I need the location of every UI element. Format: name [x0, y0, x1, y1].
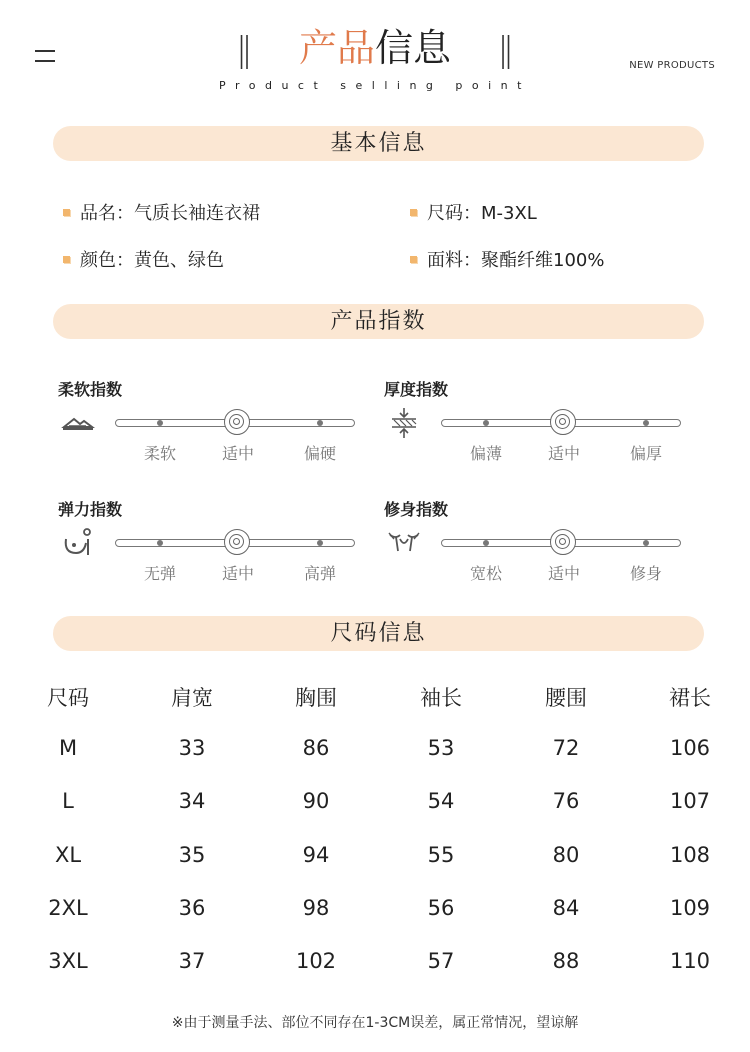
- index-slider-knob[interactable]: [550, 409, 576, 435]
- index-slider-stop: [157, 420, 163, 426]
- index-slider-stop: [317, 540, 323, 546]
- table-cell: 35: [178, 842, 206, 867]
- table-cell: M: [58, 736, 78, 760]
- table-cell: 54: [427, 789, 455, 814]
- info-value: 气质长袖连衣裙: [134, 203, 260, 224]
- index-slider-knob[interactable]: [550, 529, 576, 555]
- table-cell: 88: [552, 949, 580, 974]
- info-label: 面料: [427, 250, 463, 271]
- stretch-icon: [60, 525, 96, 561]
- index-option-label: 高弹: [303, 564, 336, 583]
- table-cell: L: [62, 789, 74, 814]
- table-header-cell: 袖长: [420, 686, 462, 710]
- shoe-icon: [60, 405, 96, 441]
- bullet-icon: [63, 209, 70, 216]
- index-slider-stop: [483, 540, 489, 546]
- index-slider-stop: [643, 420, 649, 426]
- table-cell: 109: [669, 895, 711, 920]
- index-title: 柔软指数: [58, 380, 123, 399]
- new-products-link[interactable]: NEW PRODUCTS: [629, 60, 715, 71]
- table-cell: 56: [427, 895, 455, 920]
- bullet-icon: [410, 209, 417, 216]
- table-cell: 84: [552, 895, 580, 920]
- table-cell: 110: [669, 949, 711, 974]
- index-slider-knob[interactable]: [224, 529, 250, 555]
- table-cell: 107: [669, 789, 711, 814]
- table-cell: 2XL: [48, 895, 88, 920]
- table-cell: 34: [178, 789, 206, 814]
- table-header-cell: 肩宽: [171, 686, 213, 710]
- table-cell: 37: [178, 949, 206, 974]
- table-cell: 102: [295, 949, 337, 974]
- index-title: 修身指数: [384, 500, 449, 519]
- index-slider-stop: [643, 540, 649, 546]
- index-slider-stop: [157, 540, 163, 546]
- index-option-label: 偏厚: [629, 444, 662, 463]
- title-bar-right: ‖: [497, 30, 515, 70]
- table-cell: 72: [552, 736, 580, 760]
- index-title: 弹力指数: [58, 500, 123, 519]
- table-header-cell: 腰围: [545, 686, 587, 710]
- table-cell: 86: [302, 736, 330, 760]
- bullet-icon: [63, 256, 70, 263]
- index-slider-knob[interactable]: [224, 409, 250, 435]
- title-rest-text: 信息: [375, 26, 452, 70]
- info-value: 黄色、绿色: [134, 250, 224, 271]
- section-basic-info: 基本信息: [53, 126, 704, 161]
- table-cell: 3XL: [48, 949, 88, 974]
- hanger-icon: [386, 525, 422, 561]
- index-slider-stop: [317, 420, 323, 426]
- index-option-label: 适中: [547, 444, 580, 463]
- bullet-icon: [410, 256, 417, 263]
- page-subtitle: Product selling point: [219, 79, 531, 92]
- basic-info-item: [63, 199, 260, 225]
- index-slider-stop: [483, 420, 489, 426]
- basic-info-item: [410, 199, 537, 225]
- measurement-note: ※由于测量手法、部位不同存在1-3CM误差，属正常情况，望谅解: [171, 1015, 579, 1031]
- table-cell: 57: [427, 949, 455, 974]
- table-header-cell: 裙长: [669, 686, 711, 710]
- index-option-label: 无弹: [143, 564, 176, 583]
- table-cell: 106: [669, 736, 711, 760]
- index-option-label: 修身: [629, 564, 662, 583]
- basic-info-item: [410, 246, 604, 272]
- table-header-cell: 胸围: [295, 686, 337, 710]
- index-option-label: 适中: [221, 444, 254, 463]
- compress-icon: [386, 405, 422, 441]
- info-label: 尺码: [427, 203, 463, 224]
- table-header-cell: 尺码: [47, 686, 89, 710]
- table-cell: 33: [178, 736, 206, 760]
- index-option-label: 适中: [547, 564, 580, 583]
- index-option-label: 柔软: [143, 444, 176, 463]
- table-cell: 80: [552, 842, 580, 867]
- info-value: 聚酯纤维100%: [481, 250, 605, 271]
- table-cell: 55: [427, 842, 455, 867]
- info-separator: ：: [116, 250, 134, 271]
- table-cell: 36: [178, 895, 206, 920]
- info-value: M-3XL: [481, 203, 537, 224]
- table-cell: 108: [669, 842, 711, 867]
- info-separator: ：: [463, 203, 481, 224]
- index-option-label: 适中: [221, 564, 254, 583]
- section-product-index: 产品指数: [53, 304, 704, 339]
- table-cell: 94: [302, 842, 330, 867]
- table-cell: XL: [54, 842, 82, 867]
- basic-info-item: [63, 246, 224, 272]
- section-size-info: 尺码信息: [53, 616, 704, 651]
- table-cell: 90: [302, 789, 330, 814]
- table-cell: 98: [302, 895, 330, 920]
- info-label: 品名: [80, 203, 116, 224]
- info-label: 颜色: [80, 250, 116, 271]
- info-separator: ：: [116, 203, 134, 224]
- index-option-label: 偏薄: [469, 444, 502, 463]
- title-accent-text: 产品: [298, 26, 375, 70]
- info-separator: ：: [463, 250, 481, 271]
- index-option-label: 偏硬: [303, 444, 336, 463]
- table-cell: 76: [552, 789, 580, 814]
- title-bar-left: ‖: [235, 30, 253, 70]
- index-title: 厚度指数: [384, 380, 449, 399]
- table-cell: 53: [427, 736, 455, 760]
- index-option-label: 宽松: [469, 564, 502, 583]
